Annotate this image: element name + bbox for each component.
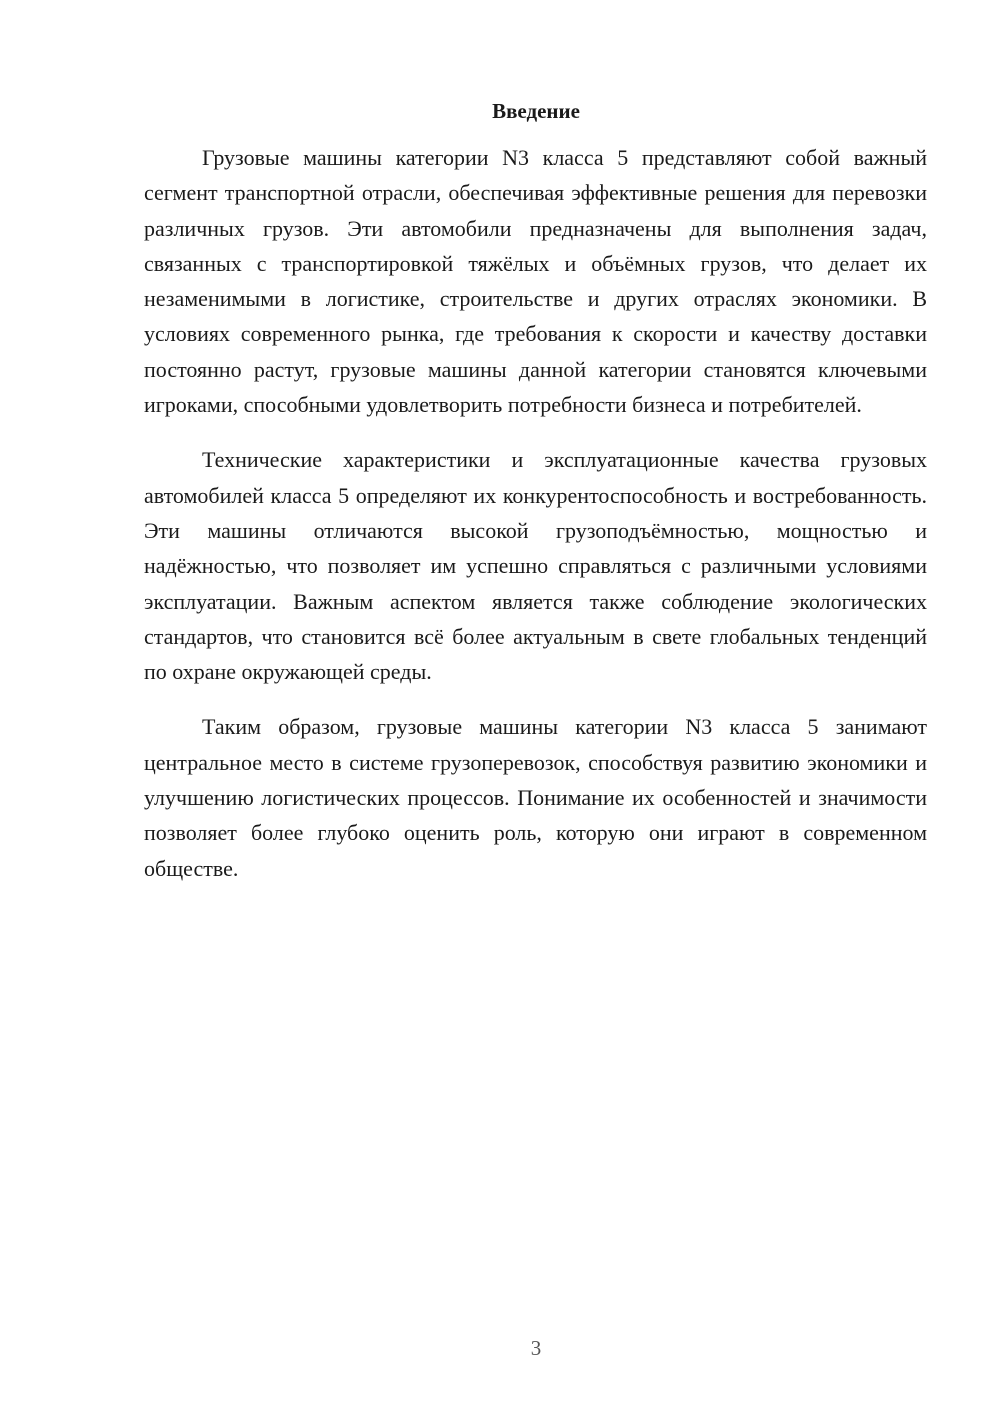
paragraph-1: Грузовые машины категории N3 класса 5 представляют собой важный сегмент транспортной отрасли, обеспечивая эффективные решения для перевозки различных грузов. Эти автомобили предназначены для выполнения задач, связанных с транспортировкой тяжёлых и объёмных грузов, что делает их незаменимыми в логистике, строительстве и других отраслях экономики. В условиях современного рынка, где требования к скорости и качеству доставки постоянно растут, грузовые машины данной категории становятся ключевыми игроками, способными удовлетворить потребности бизнеса и потребителей. [144, 145, 927, 418]
body-text [144, 140, 927, 906]
paragraph-3: Таким образом, грузовые машины категории N3 класса 5 занимают центральное место в системе грузоперевозок, способствуя развитию экономики и улучшению логистических процессов. Понимание их особенностей и значимости позволяет более глубоко оценить роль, которую они играют в современном обществе. [144, 714, 927, 881]
paragraph-2: Технические характеристики и эксплуатационные качества грузовых автомобилей класса 5 определяют их конкурентоспособность и востребованность. Эти машины отличаются высокой грузоподъёмностью, мощностью и надёжностью, что позволяет им успешно справляться с различными условиями эксплуатации. Важным аспектом является также соблюдение экологических стандартов, что становится всё более актуальным в свете глобальных тенденций по охране окружающей среды. [144, 447, 927, 685]
page-title: Введение [492, 99, 580, 123]
page-number: 3 [530, 1336, 542, 1360]
